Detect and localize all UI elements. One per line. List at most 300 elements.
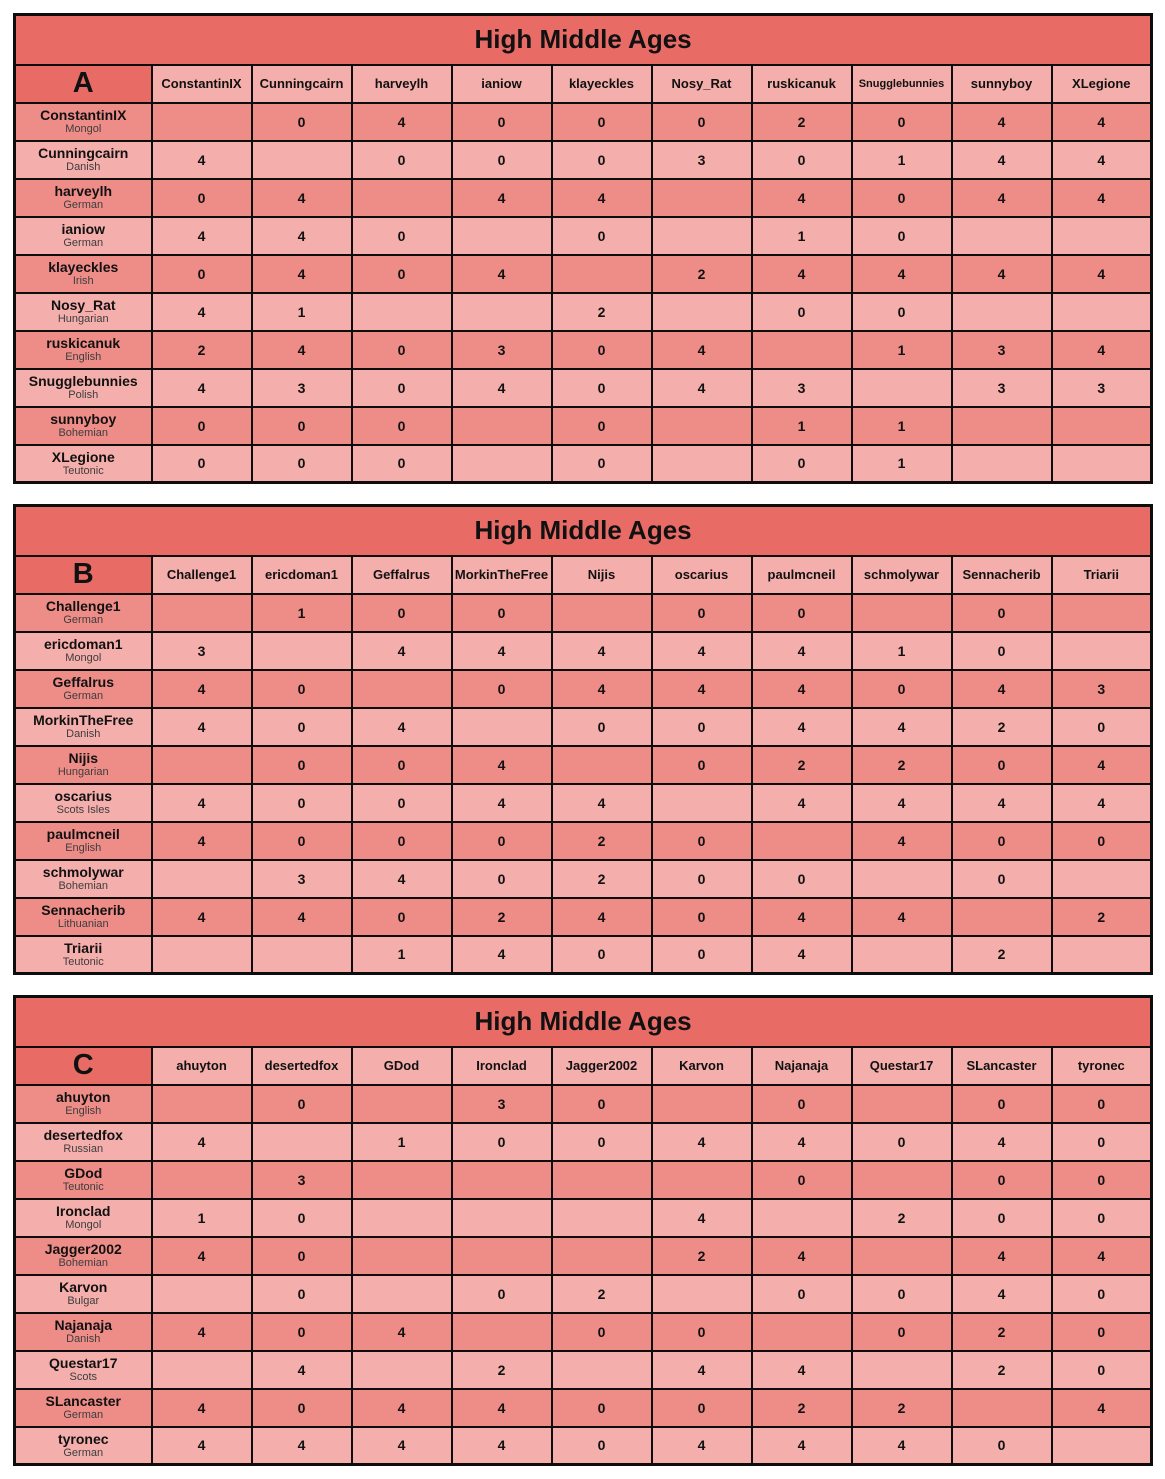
score-cell: 4 (752, 784, 852, 822)
table-row (15, 1085, 1152, 1123)
score-cell: 4 (452, 784, 552, 822)
empty-score-cell (152, 1275, 252, 1313)
score-cell: 0 (952, 1161, 1052, 1199)
diagonal-cell (852, 860, 952, 898)
empty-score-cell (1052, 860, 1152, 898)
table-row (15, 1199, 1152, 1237)
player-civ: English (65, 1104, 102, 1117)
score-cell: 4 (152, 1427, 252, 1465)
score-cell: 1 (852, 632, 952, 670)
player-name: desertedfox (43, 1126, 123, 1143)
score-cell: 1 (252, 594, 352, 632)
score-cell: 0 (152, 407, 252, 445)
score-cell: 4 (752, 1427, 852, 1465)
empty-score-cell (552, 594, 652, 632)
score-cell: 4 (352, 103, 452, 141)
score-cell: 4 (152, 293, 252, 331)
score-cell: 4 (1052, 141, 1152, 179)
player-civ: Danish (66, 160, 101, 173)
score-cell: 4 (252, 255, 352, 293)
score-cell: 0 (1052, 822, 1152, 860)
score-cell: 4 (152, 141, 252, 179)
empty-score-cell (452, 445, 552, 483)
empty-score-cell (552, 1199, 652, 1237)
score-cell: 0 (152, 255, 252, 293)
empty-score-cell (1052, 632, 1152, 670)
score-cell: 0 (952, 746, 1052, 784)
table-row (15, 1351, 1152, 1389)
score-cell: 4 (452, 179, 552, 217)
empty-score-cell (352, 1351, 452, 1389)
score-cell: 0 (652, 936, 752, 974)
player-name: XLegione (51, 448, 115, 465)
column-header: klayeckles (552, 65, 652, 103)
score-cell: 4 (352, 708, 452, 746)
column-header: ahuyton (152, 1047, 252, 1085)
player-label (15, 255, 152, 293)
column-header: ruskicanuk (752, 65, 852, 103)
score-cell: 3 (1052, 369, 1152, 407)
player-name: Najanaja (54, 1316, 113, 1333)
score-cell: 0 (552, 331, 652, 369)
score-cell: 0 (552, 1389, 652, 1427)
diagonal-cell (652, 784, 752, 822)
score-cell: 0 (452, 1275, 552, 1313)
score-cell: 0 (552, 1123, 652, 1161)
empty-score-cell (552, 1161, 652, 1199)
player-name: Karvon (59, 1278, 108, 1295)
score-cell: 4 (1052, 1237, 1152, 1275)
score-cell: 0 (752, 293, 852, 331)
score-cell: 0 (852, 293, 952, 331)
score-cell: 4 (652, 331, 752, 369)
group-letter: A (15, 65, 152, 103)
score-cell: 1 (852, 445, 952, 483)
score-cell: 0 (552, 1085, 652, 1123)
score-cell: 4 (252, 1351, 352, 1389)
empty-score-cell (152, 746, 252, 784)
score-cell: 2 (452, 1351, 552, 1389)
column-header: ConstantinIX (152, 65, 252, 103)
player-label (15, 179, 152, 217)
score-cell: 0 (752, 860, 852, 898)
diagonal-cell (652, 1275, 752, 1313)
player-name: ConstantinIX (40, 106, 127, 123)
score-cell: 4 (852, 255, 952, 293)
column-header: schmolywar (852, 556, 952, 594)
score-cell: 4 (452, 369, 552, 407)
score-cell: 4 (452, 255, 552, 293)
diagonal-cell (352, 179, 452, 217)
empty-score-cell (852, 1161, 952, 1199)
diagonal-cell (952, 407, 1052, 445)
player-name: GDod (64, 1164, 103, 1181)
player-label (15, 784, 152, 822)
column-header: GDod (352, 1047, 452, 1085)
empty-score-cell (152, 936, 252, 974)
score-cell: 0 (752, 1085, 852, 1123)
score-cell: 0 (552, 103, 652, 141)
score-cell: 0 (552, 407, 652, 445)
score-cell: 0 (852, 670, 952, 708)
player-name: Geffalrus (52, 673, 114, 690)
player-label (15, 369, 152, 407)
column-header: Snugglebunnies (852, 65, 952, 103)
player-label (15, 445, 152, 483)
score-cell: 0 (352, 407, 452, 445)
score-cell: 0 (252, 445, 352, 483)
diagonal-cell (152, 1085, 252, 1123)
score-cell: 2 (552, 860, 652, 898)
score-cell: 4 (552, 179, 652, 217)
table-row (15, 1313, 1152, 1351)
empty-score-cell (352, 1275, 452, 1313)
score-cell: 2 (952, 708, 1052, 746)
score-cell: 4 (152, 784, 252, 822)
player-label (15, 293, 152, 331)
score-cell: 4 (852, 708, 952, 746)
empty-score-cell (852, 1237, 952, 1275)
score-cell: 4 (852, 898, 952, 936)
score-cell: 4 (352, 1313, 452, 1351)
score-cell: 0 (452, 141, 552, 179)
player-label (15, 936, 152, 974)
diagonal-cell (952, 1389, 1052, 1427)
score-cell: 0 (852, 1123, 952, 1161)
score-cell: 4 (1052, 1389, 1152, 1427)
player-label (15, 708, 152, 746)
diagonal-cell (252, 141, 352, 179)
player-label (15, 746, 152, 784)
score-cell: 1 (152, 1199, 252, 1237)
score-cell: 4 (1052, 331, 1152, 369)
column-header: Karvon (652, 1047, 752, 1085)
score-cell: 4 (752, 1237, 852, 1275)
player-label (15, 1389, 152, 1427)
empty-score-cell (252, 936, 352, 974)
score-cell: 1 (752, 217, 852, 255)
table-row (15, 103, 1152, 141)
score-cell: 0 (252, 670, 352, 708)
player-civ: German (63, 613, 104, 626)
score-cell: 0 (652, 860, 752, 898)
score-cell: 4 (852, 784, 952, 822)
score-cell: 0 (452, 103, 552, 141)
player-label (15, 822, 152, 860)
table-row (15, 746, 1152, 784)
player-name: paulmcneil (46, 825, 120, 842)
table-row (15, 445, 1152, 483)
table-row (15, 1161, 1152, 1199)
score-cell: 1 (352, 936, 452, 974)
score-cell: 0 (452, 1123, 552, 1161)
score-cell: 4 (152, 217, 252, 255)
score-cell: 0 (752, 1161, 852, 1199)
score-cell: 4 (652, 1427, 752, 1465)
diagonal-cell (552, 1237, 652, 1275)
empty-score-cell (852, 936, 952, 974)
score-cell: 4 (752, 936, 852, 974)
score-cell: 0 (1052, 1161, 1152, 1199)
score-cell: 0 (352, 217, 452, 255)
player-civ: Teutonic (62, 955, 104, 968)
score-cell: 0 (652, 746, 752, 784)
column-header: MorkinTheFree (452, 556, 552, 594)
empty-score-cell (952, 445, 1052, 483)
empty-score-cell (652, 179, 752, 217)
column-header: Najanaja (752, 1047, 852, 1085)
score-cell: 3 (252, 860, 352, 898)
score-cell: 3 (452, 331, 552, 369)
score-cell: 0 (252, 1389, 352, 1427)
score-cell: 0 (1052, 1313, 1152, 1351)
diagonal-cell (452, 217, 552, 255)
score-cell: 2 (752, 746, 852, 784)
score-cell: 0 (352, 331, 452, 369)
player-name: ahuyton (56, 1088, 111, 1105)
group-letter: B (15, 556, 152, 594)
player-name: MorkinTheFree (33, 711, 134, 728)
score-cell: 4 (752, 898, 852, 936)
table-row (15, 784, 1152, 822)
score-cell: 0 (952, 1085, 1052, 1123)
table-row (15, 936, 1152, 974)
diagonal-cell (552, 255, 652, 293)
diagonal-cell (652, 293, 752, 331)
table-row (15, 255, 1152, 293)
score-cell: 0 (352, 822, 452, 860)
empty-score-cell (152, 860, 252, 898)
score-cell: 1 (352, 1123, 452, 1161)
score-cell: 2 (552, 293, 652, 331)
empty-score-cell (1052, 594, 1152, 632)
score-cell: 0 (1052, 1085, 1152, 1123)
score-cell: 0 (952, 822, 1052, 860)
column-header: Triarii (1052, 556, 1152, 594)
empty-score-cell (352, 1237, 452, 1275)
score-cell: 0 (852, 179, 952, 217)
score-cell: 4 (1052, 255, 1152, 293)
score-cell: 3 (952, 331, 1052, 369)
score-cell: 4 (152, 1123, 252, 1161)
score-cell: 0 (252, 708, 352, 746)
score-cell: 4 (752, 255, 852, 293)
score-cell: 0 (352, 898, 452, 936)
player-civ: Bohemian (58, 426, 109, 439)
score-cell: 4 (952, 141, 1052, 179)
diagonal-cell (552, 746, 652, 784)
score-cell: 0 (752, 594, 852, 632)
empty-score-cell (652, 217, 752, 255)
player-label (15, 860, 152, 898)
score-cell: 2 (752, 1389, 852, 1427)
player-name: Ironclad (56, 1202, 111, 1219)
score-cell: 4 (152, 1389, 252, 1427)
empty-score-cell (352, 1085, 452, 1123)
column-header: Nijis (552, 556, 652, 594)
score-cell: 3 (452, 1085, 552, 1123)
score-cell: 2 (952, 936, 1052, 974)
diagonal-cell (752, 331, 852, 369)
player-civ: Russian (63, 1142, 104, 1155)
score-cell: 4 (752, 1351, 852, 1389)
score-cell: 0 (852, 1313, 952, 1351)
player-civ: Mongol (65, 122, 102, 135)
player-name: Nijis (68, 749, 99, 766)
score-cell: 4 (452, 746, 552, 784)
column-header: Cunningcairn (252, 65, 352, 103)
player-label (15, 898, 152, 936)
empty-score-cell (452, 1237, 552, 1275)
score-cell: 4 (252, 217, 352, 255)
score-cell: 0 (252, 784, 352, 822)
column-header: Challenge1 (152, 556, 252, 594)
score-cell: 3 (752, 369, 852, 407)
score-cell: 4 (352, 1389, 452, 1427)
table-row (15, 1123, 1152, 1161)
player-label (15, 1199, 152, 1237)
column-header: XLegione (1052, 65, 1152, 103)
table-row (15, 1427, 1152, 1465)
table-row (15, 632, 1152, 670)
score-cell: 2 (852, 1389, 952, 1427)
score-cell: 2 (752, 103, 852, 141)
score-cell: 0 (352, 445, 452, 483)
player-label (15, 1161, 152, 1199)
diagonal-cell (352, 1161, 452, 1199)
player-label (15, 1427, 152, 1465)
score-cell: 1 (852, 141, 952, 179)
player-name: Sennacherib (41, 901, 126, 918)
score-cell: 0 (952, 594, 1052, 632)
score-cell: 4 (752, 1123, 852, 1161)
diagonal-cell (1052, 1427, 1152, 1465)
score-cell: 0 (452, 860, 552, 898)
empty-score-cell (1052, 217, 1152, 255)
diagonal-cell (852, 369, 952, 407)
player-civ: German (63, 198, 104, 211)
player-civ: Hungarian (57, 312, 109, 325)
score-cell: 0 (352, 141, 452, 179)
empty-score-cell (1052, 407, 1152, 445)
score-cell: 4 (152, 1237, 252, 1275)
score-cell: 0 (852, 103, 952, 141)
column-header: SLancaster (952, 1047, 1052, 1085)
player-label (15, 1313, 152, 1351)
score-cell: 2 (1052, 898, 1152, 936)
player-civ: Irish (72, 274, 94, 287)
empty-score-cell (952, 217, 1052, 255)
score-cell: 0 (552, 1313, 652, 1351)
player-label (15, 594, 152, 632)
player-name: ericdoman1 (43, 635, 123, 652)
score-cell: 0 (452, 822, 552, 860)
score-cell: 2 (452, 898, 552, 936)
score-cell: 4 (552, 784, 652, 822)
empty-score-cell (752, 1199, 852, 1237)
score-cell: 0 (652, 1389, 752, 1427)
score-cell: 2 (152, 331, 252, 369)
column-header: harveylh (352, 65, 452, 103)
table-title: High Middle Ages (15, 506, 1152, 556)
score-cell: 4 (752, 632, 852, 670)
score-cell: 0 (652, 708, 752, 746)
table-row (15, 708, 1152, 746)
score-cell: 0 (552, 369, 652, 407)
table-row (15, 369, 1152, 407)
player-label (15, 217, 152, 255)
score-cell: 4 (952, 179, 1052, 217)
group-table-b (13, 504, 1153, 975)
score-cell: 0 (552, 217, 652, 255)
player-name: Nosy_Rat (50, 296, 116, 313)
score-cell: 0 (552, 141, 652, 179)
player-label (15, 1123, 152, 1161)
empty-score-cell (652, 1161, 752, 1199)
score-cell: 1 (752, 407, 852, 445)
empty-score-cell (852, 594, 952, 632)
score-cell: 4 (652, 1123, 752, 1161)
score-cell: 4 (952, 1123, 1052, 1161)
score-cell: 2 (552, 822, 652, 860)
diagonal-cell (952, 898, 1052, 936)
score-cell: 4 (852, 1427, 952, 1465)
empty-score-cell (452, 293, 552, 331)
player-label (15, 103, 152, 141)
player-label (15, 1275, 152, 1313)
score-cell: 4 (452, 1427, 552, 1465)
score-cell: 0 (1052, 1123, 1152, 1161)
column-header: paulmcneil (752, 556, 852, 594)
score-cell: 4 (152, 369, 252, 407)
score-cell: 1 (252, 293, 352, 331)
column-header: Ironclad (452, 1047, 552, 1085)
score-cell: 0 (252, 1313, 352, 1351)
empty-score-cell (452, 1161, 552, 1199)
player-civ: English (65, 350, 102, 363)
score-cell: 3 (152, 632, 252, 670)
player-name: Questar17 (49, 1354, 118, 1371)
group-table-c (13, 995, 1153, 1466)
score-cell: 4 (952, 103, 1052, 141)
score-cell: 0 (252, 1199, 352, 1237)
score-cell: 4 (952, 255, 1052, 293)
score-cell: 4 (652, 1351, 752, 1389)
diagonal-cell (352, 670, 452, 708)
score-cell: 0 (352, 746, 452, 784)
score-cell: 4 (852, 822, 952, 860)
score-cell: 0 (752, 445, 852, 483)
score-cell: 0 (252, 1237, 352, 1275)
player-name: Jagger2002 (44, 1240, 122, 1257)
player-civ: Hungarian (57, 765, 109, 778)
player-name: klayeckles (48, 258, 119, 275)
score-cell: 0 (852, 217, 952, 255)
score-cell: 0 (352, 594, 452, 632)
score-cell: 4 (252, 331, 352, 369)
player-label (15, 670, 152, 708)
diagonal-cell (452, 1199, 552, 1237)
player-name: tyronec (57, 1430, 109, 1447)
table-row (15, 217, 1152, 255)
score-cell: 1 (852, 407, 952, 445)
score-cell: 0 (352, 369, 452, 407)
score-cell: 4 (752, 179, 852, 217)
player-name: Snugglebunnies (28, 372, 138, 389)
player-civ: Bulgar (67, 1294, 100, 1307)
group-letter: C (15, 1047, 152, 1085)
group-table-a (13, 13, 1153, 484)
